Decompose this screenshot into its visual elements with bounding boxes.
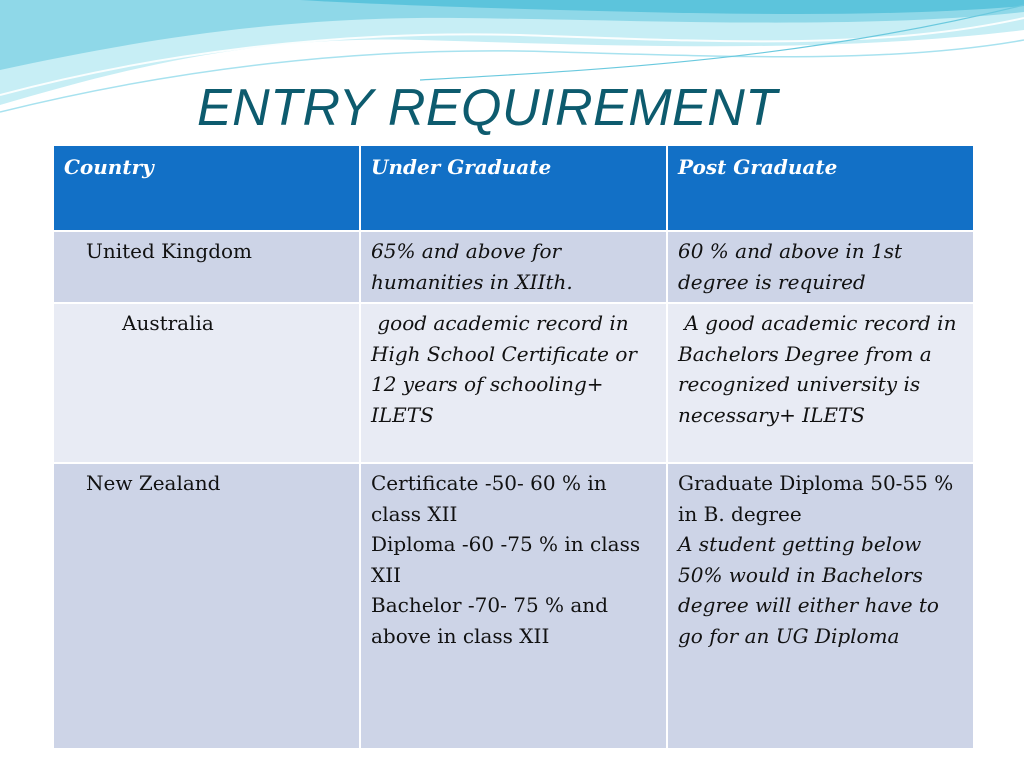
country-cell: United Kingdom (53, 231, 360, 303)
ug-requirement-cell: 65% and above for humanities in XIIth. (360, 231, 667, 303)
country-cell: New Zealand (53, 463, 360, 749)
pg-diploma-line: Graduate Diploma 50-55 % in B. degree (678, 471, 954, 526)
ug-certificate-line: Certificate -50- 60 % in class XII (371, 471, 607, 526)
table-row (53, 231, 974, 303)
entry-requirement-table (52, 144, 975, 750)
pg-note-line: A student getting below 50% would in Bachelors degree will either have to go for an UG Diploma (678, 532, 939, 648)
pg-requirement-cell: 60 % and above in 1st degree is required (667, 231, 974, 303)
ug-bachelor-line: Bachelor -70- 75 % and above in class XII (371, 593, 608, 648)
pg-requirement-cell (667, 463, 974, 749)
ug-requirement-cell: good academic record in High School Certificate or 12 years of schooling+ ILETS (360, 303, 667, 463)
table-row (53, 303, 974, 463)
pg-requirement-cell: A good academic record in Bachelors Degree from a recognized university is necessary+ ILETS (667, 303, 974, 463)
header-under-graduate: Under Graduate (360, 145, 667, 231)
header-country: Country (53, 145, 360, 231)
page-title: ENTRY REQUIREMENT (197, 79, 778, 137)
table-header-row (53, 145, 974, 231)
table-row (53, 463, 974, 749)
ug-requirement-cell (360, 463, 667, 749)
ug-diploma-line: Diploma -60 -75 % in class XII (371, 532, 641, 587)
country-cell: Australia (53, 303, 360, 463)
header-post-graduate: Post Graduate (667, 145, 974, 231)
